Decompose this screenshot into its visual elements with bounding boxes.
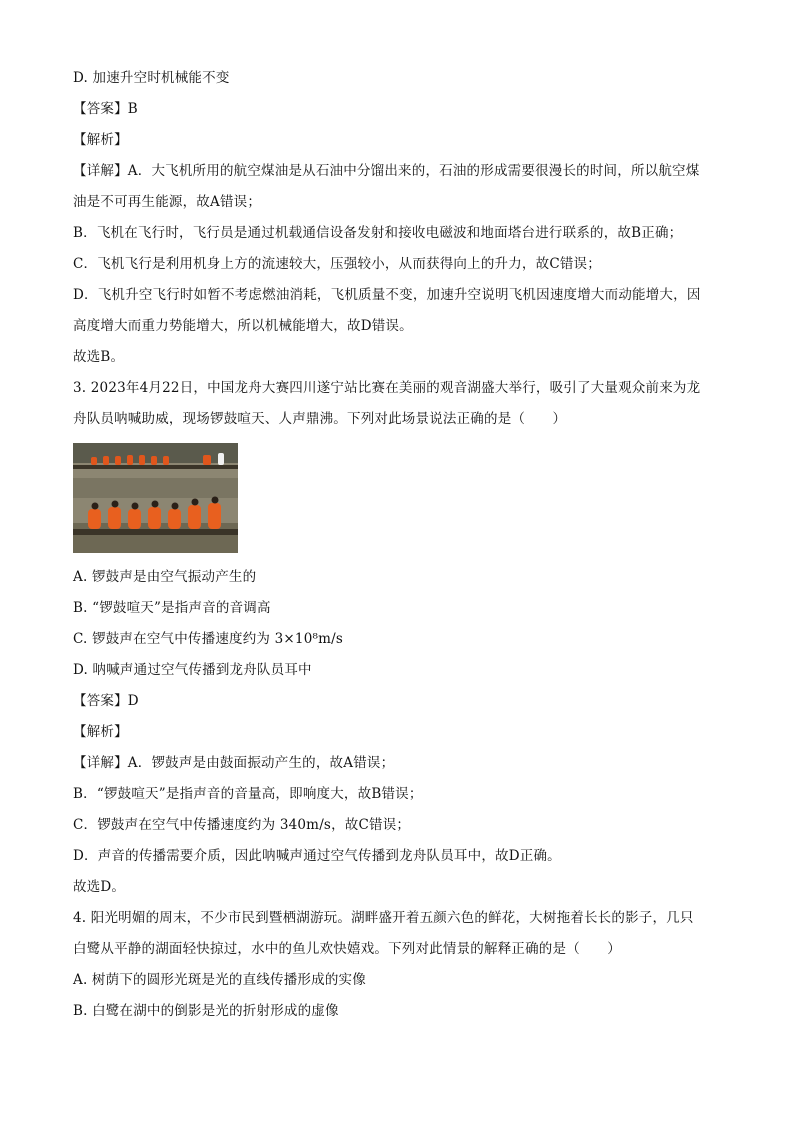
q2-detail-b: B．飞机在飞行时，飞行员是通过机载通信设备发射和接收电磁波和地面塔台进行联系的，故B正确； <box>73 225 683 241</box>
q2-detail-c: C．飞机飞行是利用机身上方的流速较大，压强较小，从而获得向上的升力，故C错误； <box>73 256 601 272</box>
q4-option-a: A. 树荫下的圆形光斑是光的直线传播形成的实像 <box>73 972 366 988</box>
q3-stem-line1: 3. 2023年4月22日，中国龙舟大赛四川遂宁站比赛在美丽的观音湖盛大举行，吸引了大量观众前来为龙 <box>73 380 701 396</box>
q3-option-d: D. 呐喊声通过空气传播到龙舟队员耳中 <box>73 662 312 678</box>
dragon-boat-race-photo-icon <box>73 443 238 553</box>
q3-option-a: A. 锣鼓声是由空气振动产生的 <box>73 569 257 585</box>
q2-analysis-heading: 【解析】 <box>73 132 128 148</box>
q3-answer: 【答案】D <box>73 693 139 709</box>
q2-detail-line2: 油是不可再生能源，故A错误； <box>73 194 262 210</box>
dragon-boat-photo <box>73 443 238 553</box>
q3-option-b: B. “锣鼓喧天”是指声音的音调高 <box>73 600 271 616</box>
q2-answer: 【答案】B <box>73 101 138 117</box>
q3-detail-c: C．锣鼓声在空气中传播速度约为 340m/s，故C错误； <box>73 817 411 833</box>
q3-conclusion: 故选D。 <box>73 879 126 895</box>
q4-stem-line2: 白鹭从平静的湖面轻快掠过，水中的鱼儿欢快嬉戏。下列对此情景的解释正确的是（ ） <box>73 941 621 957</box>
q3-option-c: C. 锣鼓声在空气中传播速度约为 3×10⁸m/s <box>73 631 343 647</box>
q2-conclusion: 故选B。 <box>73 349 125 365</box>
q3-detail-d: D．声音的传播需要介质，因此呐喊声通过空气传播到龙舟队员耳中，故D正确。 <box>73 848 561 864</box>
q2-option-d: D. 加速升空时机械能不变 <box>73 70 230 86</box>
q2-detail-line1: 【详解】A．大飞机所用的航空煤油是从石油中分馏出来的，石油的形成需要很漫长的时间，所以航空煤 <box>73 163 700 179</box>
q3-stem-line2: 舟队员呐喊助威，现场锣鼓喧天、人声鼎沸。下列对此场景说法正确的是（ ） <box>73 411 567 427</box>
q2-detail-d-line2: 高度增大而重力势能增大，所以机械能增大，故D错误。 <box>73 318 413 334</box>
q3-detail-a: 【详解】A．锣鼓声是由鼓面振动产生的，故A错误； <box>73 755 395 771</box>
q4-option-b: B. 白鹭在湖中的倒影是光的折射形成的虚像 <box>73 1003 339 1019</box>
q2-detail-d-line1: D．飞机升空飞行时如暂不考虑燃油消耗，飞机质量不变，加速升空说明飞机因速度增大而动能增大，因 <box>73 287 701 303</box>
q3-analysis-heading: 【解析】 <box>73 724 128 740</box>
q4-stem-line1: 4. 阳光明媚的周末，不少市民到暨栖湖游玩。湖畔盛开着五颜六色的鲜花，大树拖着长长的影子，几只 <box>73 910 694 926</box>
q3-detail-b: B．“锣鼓喧天”是指声音的音量高，即响度大，故B错误； <box>73 786 423 802</box>
